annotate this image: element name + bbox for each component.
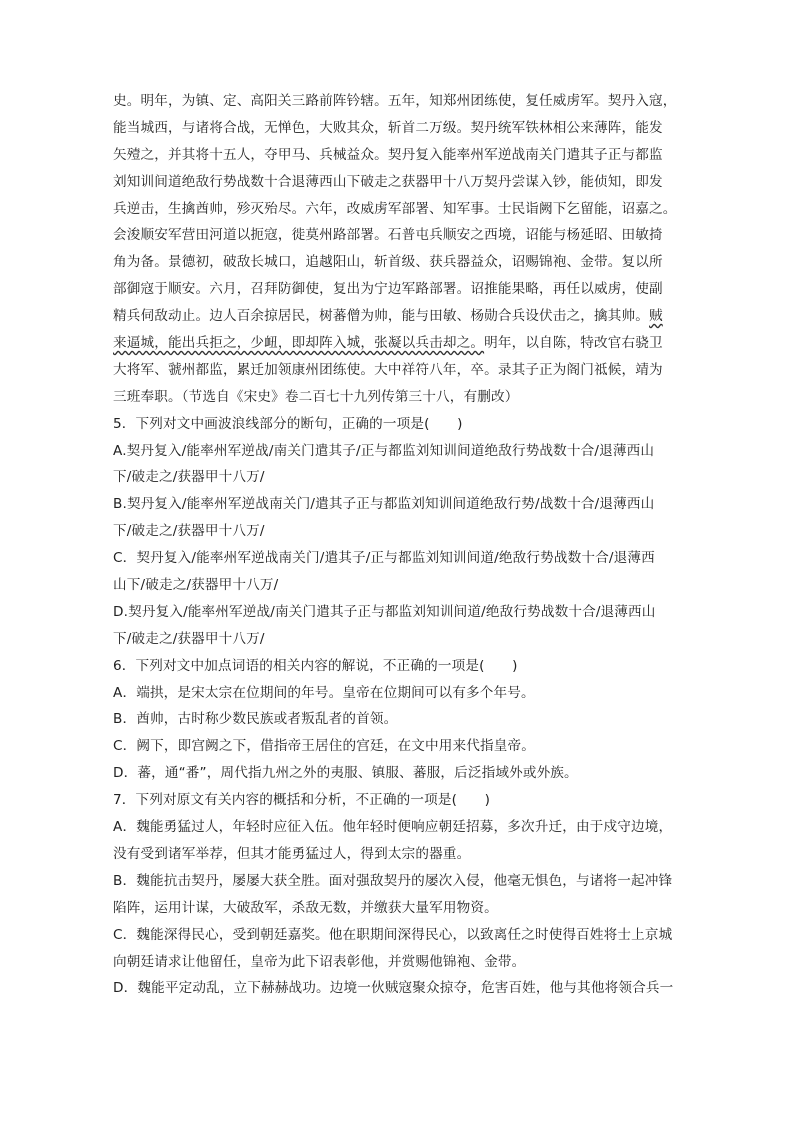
option-a: A．魏能勇猛过人，年轻时应征入伍。他年轻时便响应朝廷招募，多次升迁，由于戍守边境， — [113, 819, 673, 836]
passage-line: 刘知训间道绝敌行势战数十合退薄西山下破走之获器甲十八万契丹尝谋入钞，能侦知，即发 — [113, 173, 663, 190]
passage-line-text: 明年，以自陈，特改官右骁卫 — [484, 335, 663, 352]
passage-line: 兵逆击，生擒酋帅，殄灭殆尽。六年，改威虏军部署、知军事。士民诣阙下乞留能，诏嘉之。 — [113, 200, 677, 217]
passage-source-line: 三班奉职。（节选自《宋史》卷二百七十九列传第三十八，有删改） — [113, 388, 519, 405]
option-c: C．阙下，即宫阙之下，借指帝王居住的宫廷，在文中用来代指皇帝。 — [113, 738, 535, 755]
passage-line: 矢殪之，并其将十五人，夺甲马、兵械益众。契丹复入能率州军逆战南关门遣其子正与都监 — [113, 146, 663, 163]
option-b-cont: 陷阵，运用计谋，大破敌军，杀敌无数，并缴获大量军用物资。 — [113, 899, 498, 916]
question-6 — [113, 653, 685, 787]
option-a: A.契丹复入/能率州军逆战/南关门遣其子/正与都监刘知训间道绝敌行势战数十合/退薄西山 — [113, 442, 655, 459]
option-b: B．魏能抗击契丹，屡屡大获全胜。面对强敌契丹的屡次入侵，他毫无惧色，与诸将一起冲锋 — [113, 872, 673, 889]
passage-line: 角为备。景德初，破敌长城口，追越阳山，斩首级、获兵器益众，诏赐锦袍、金带。复以所 — [113, 254, 663, 271]
passage — [113, 88, 685, 411]
option-c: C．魏能深得民心，受到朝廷嘉奖。他在职期间深得民心，以致离任之时使得百姓将士上京城 — [113, 926, 673, 943]
wavy-underlined-text: 来逼城，能出兵拒之，少衄，即却阵入城，张凝以兵击却之。 — [113, 335, 485, 352]
option-c-cont: 向朝廷请求让他留任，皇帝为此下诏表彰他，并赏赐他锦袍、金带。 — [113, 953, 526, 970]
wavy-underlined-text: 贼 — [649, 308, 663, 325]
document-page — [113, 88, 685, 1002]
option-d: D．蕃，通“番”，周代指九州之外的夷服、镇服、蕃服，后泛指域外或外族。 — [113, 765, 578, 782]
option-a-cont: 没有受到诸军举荐，但其才能勇猛过人，得到太宗的器重。 — [113, 845, 471, 862]
passage-line: 大将军、虢州都监，累迁加领康州团练使。大中祥符八年，卒。录其子正为阁门祗候，靖为 — [113, 361, 663, 378]
passage-line-with-underline-end — [113, 330, 685, 357]
option-a: A．端拱，是宋太宗在位期间的年号。皇帝在位期间可以有多个年号。 — [113, 684, 535, 701]
option-b-cont: 下/破走之/获器甲十八万/ — [113, 523, 265, 540]
passage-line: 能当城西，与诸将合战，无惮色，大败其众，斩首二万级。契丹统军铁林相公来薄阵，能发 — [113, 119, 663, 136]
option-b: B.契丹复入/能率州军逆战南关门/遣其子正与都监刘知训间道绝敌行势/战数十合/退薄西山 — [113, 496, 655, 513]
passage-line: 会浚顺安军营田河道以扼寇，徙莫州路部署。石普屯兵顺安之西境，诏能与杨延昭、田敏掎 — [113, 227, 663, 244]
option-a-cont: 下/破走之/获器甲十八万/ — [113, 469, 265, 486]
passage-line: 部御寇于顺安。六月，召拜防御使，复出为宁边军路部署。诏推能果略，再任以威虏，使副 — [113, 281, 663, 298]
option-d: D．魏能平定动乱，立下赫赫战功。边境一伙贼寇聚众掠夺，危害百姓，他与其他将领合兵一 — [113, 980, 674, 997]
question-stem: 6．下列对文中加点词语的相关内容的解说，不正确的一项是( ) — [113, 657, 518, 674]
passage-line-text: 精兵伺敌动止。边人百余掠居民，树蕃僧为帅，能与田敏、杨勋合兵设伏击之，擒其帅。 — [113, 308, 650, 325]
question-5 — [113, 411, 685, 653]
passage-line: 史。明年，为镇、定、高阳关三路前阵钤辖。五年，知郑州团练使，复任威虏军。契丹入寇， — [113, 93, 677, 109]
option-c-cont: 山下/破走之/获器甲十八万/ — [113, 577, 279, 594]
question-7 — [113, 787, 685, 1002]
question-stem: 5．下列对文中画波浪线部分的断句，正确的一项是( ) — [113, 415, 463, 432]
question-stem: 7．下列对原文有关内容的概括和分析，不正确的一项是( ) — [113, 792, 491, 809]
option-d: D.契丹复入/能率州军逆战/南关门遣其子正与都监刘知训间道/绝敌行势战数十合/退薄西山 — [113, 603, 656, 620]
option-c: C．契丹复入/能率州军逆战南关门/遣其子/正与都监刘知训间道/绝敌行势战数十合/退薄西 — [113, 550, 655, 567]
option-d-cont: 下/破走之/获器甲十八万/ — [113, 630, 265, 647]
option-b: B．酋帅，古时称少数民族或者叛乱者的首领。 — [113, 711, 398, 728]
passage-line-with-underline-start — [113, 303, 685, 330]
